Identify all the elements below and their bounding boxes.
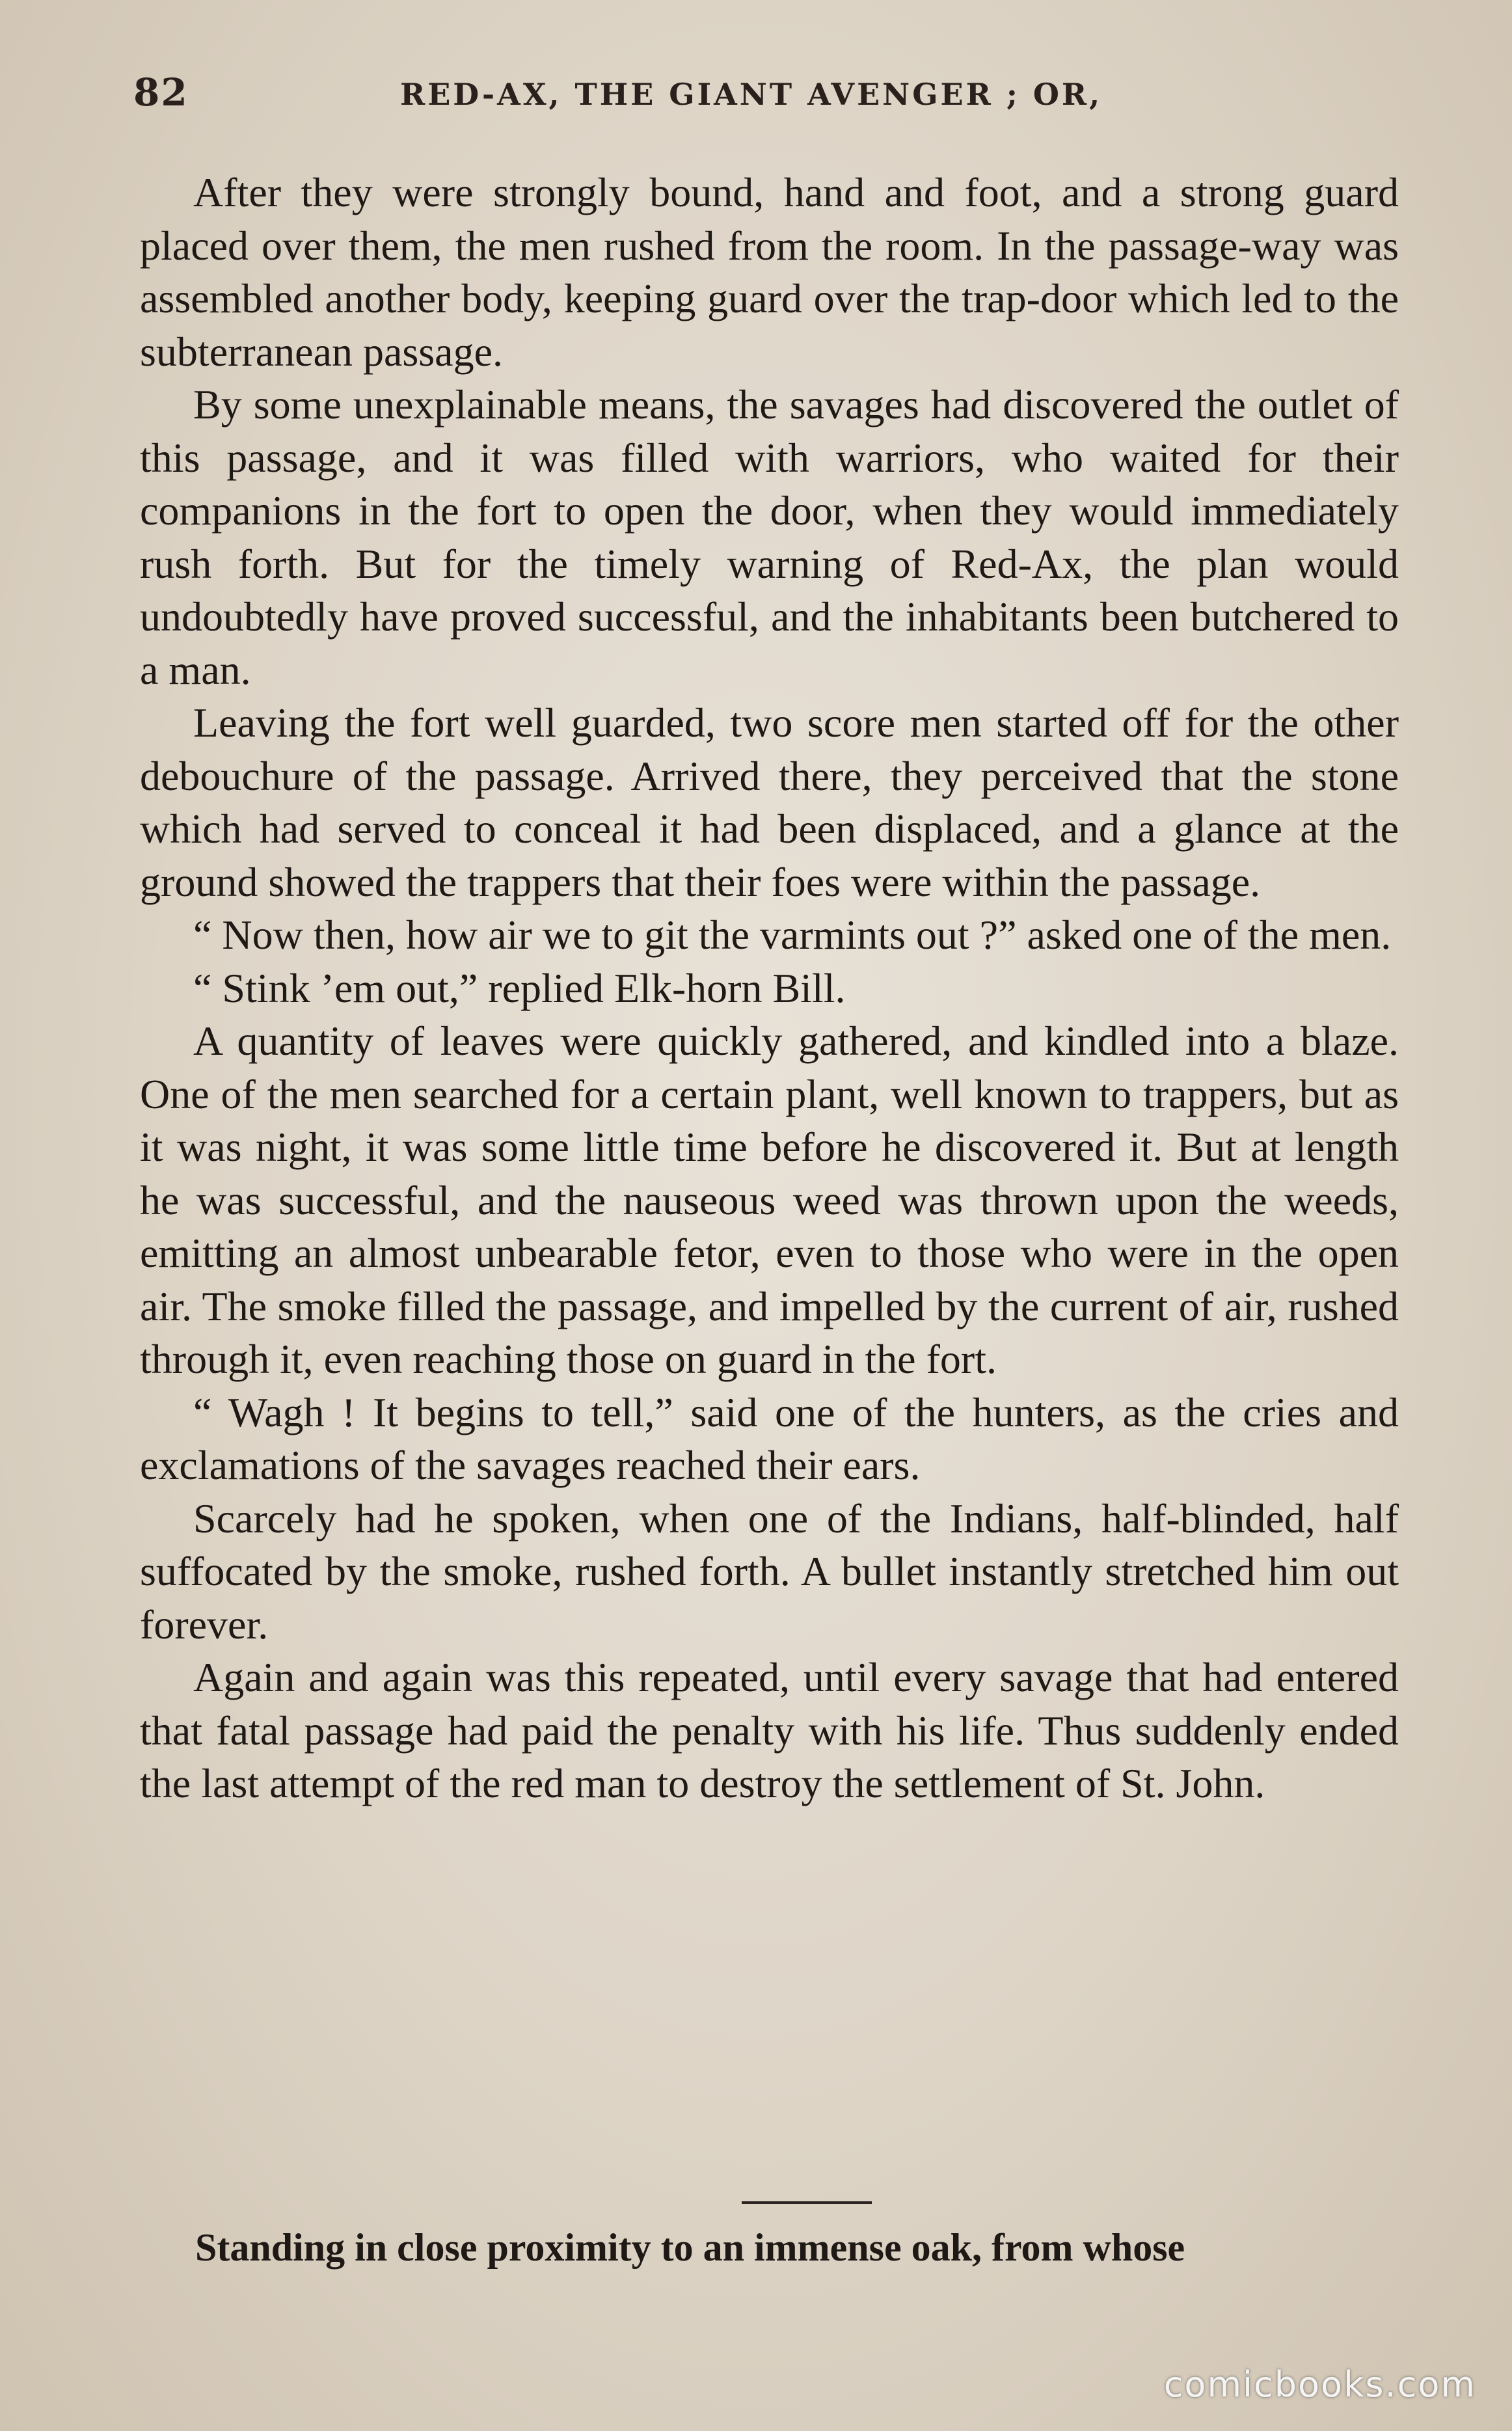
paragraph: “ Now then, how air we to git the varmints out ?” asked one of the men. <box>193 912 1392 958</box>
watermark: comicbooks.com <box>1163 2364 1476 2405</box>
page-header <box>133 70 1396 122</box>
running-title: RED-AX, THE GIANT AVENGER ; OR, <box>400 77 1103 112</box>
page-number: 82 <box>133 70 189 115</box>
paragraph: A quantity of leaves were quickly gathered, and kindled into a blaze. One of the men searched for a certain plant, well known to trappers, but as it was night, it was some little time before he discovered it. But at length he was successful, and the nauseous weed was thrown upon the weeds, emitting an almost unbearable fetor, even to those who were in the open air. The smoke filled the passage, and impelled by the current of air, rushed through it, even reaching those on guard in the fort. <box>140 1018 1399 1382</box>
paragraph: Scarcely had he spoken, when one of the Indians, half-blinded, half suffocated by the smoke, rushed forth. A bullet instantly stretched him out forever. <box>140 1495 1399 1648</box>
paragraph: After they were strongly bound, hand and foot, and a strong guard placed over them, the men rushed from the room. In the passage-way was assembled another body, keeping guard over the trap-door which led to the subterranean passage. <box>140 169 1399 375</box>
final-line: Standing in close proximity to an immense oak, from whose <box>195 2226 1185 2269</box>
paragraph: “ Wagh ! It begins to tell,” said one of the hunters, as the cries and exclamations of the savages reached their ears. <box>140 1389 1399 1488</box>
section-divider <box>742 2201 872 2204</box>
body-text <box>140 166 1399 1810</box>
paragraph: Again and again was this repeated, until every savage that had entered that fatal passage had paid the penalty with his life. Thus suddenly ended the last attempt of the red man to destroy the settlement of St. John. <box>140 1654 1399 1806</box>
paragraph: By some unexplainable means, the savages had discovered the outlet of this passage, and it was filled with warriors, who waited for their companions in the fort to open the door, when they would immediately rush forth. But for the timely warning of Red-Ax, the plan would undoubtedly have proved successful, and the inhabitants been butchered to a man. <box>140 381 1399 693</box>
paragraph: Leaving the fort well guarded, two score men started off for the other debouchure of the passage. Arrived there, they perceived that the stone which had served to conceal it had been displaced, and a glance at the ground showed the trappers that their foes were within the passage. <box>140 699 1399 905</box>
paragraph: “ Stink ’em out,” replied Elk-horn Bill. <box>193 964 846 1011</box>
